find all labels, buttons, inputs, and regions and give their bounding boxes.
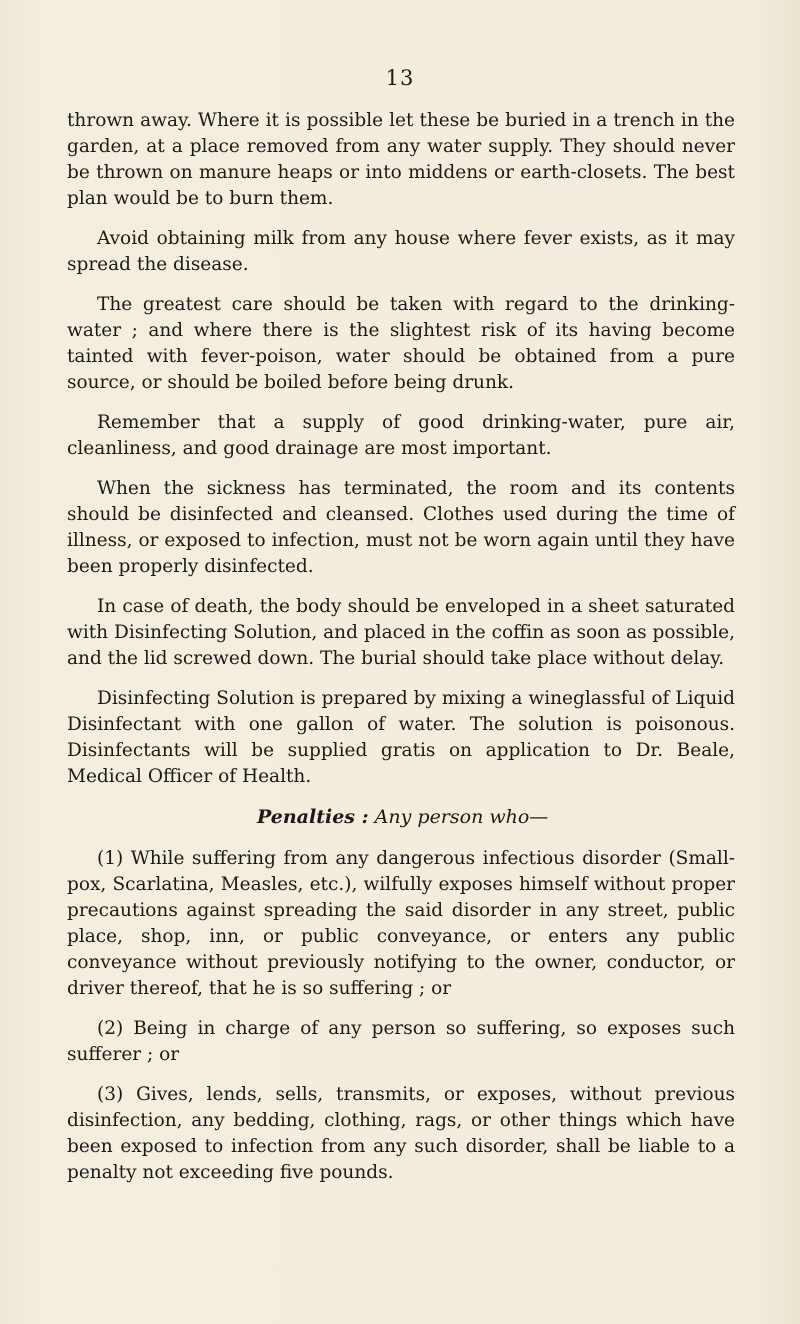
penalties-subject: Any person who— [374,806,549,828]
penalties-label: Penalties : [257,806,369,828]
paragraph-drinking-water: The greatest care should be taken with regard to the drinking-water ; and where there is the slightest risk of its having become tainted with fever-poison, water should be obtained from a pure source, or should be boiled before being drunk. [67,294,735,393]
paragraph-remember: Remember that a supply of good drinking-water, pure air, cleanliness, and good drainage are most important. [67,412,735,459]
penalties-heading [67,804,735,830]
paragraph-disinfection: When the sickness has terminated, the room and its contents should be disinfected and cleansed. Clothes used during the time of illness, or exposed to infection, must not be worn again until they have been properly disinfected. [67,478,735,577]
page-number: 13 [385,66,415,90]
penalty-item-3: (3) Gives, lends, sells, transmits, or exposes, without previous disinfection, any bedding, clothing, rags, or other things which have been exposed to infection from any such disorder, shall be liable to a penalty not exceeding five pounds. [67,1084,735,1183]
penalty-item-1: (1) While suffering from any dangerous infectious disorder (Small-pox, Scarlatina, Measles, etc.), wilfully exposes himself without proper precautions against spreading the said disorder in any street, public place, shop, inn, or public conveyance, or enters any public conveyance without previously notifying to the owner, conductor, or driver thereof, that he is so suffering ; or [67,848,735,999]
paragraph-milk: Avoid obtaining milk from any house where fever exists, as it may spread the disease. [67,228,735,275]
penalty-item-2: (2) Being in charge of any person so suffering, so exposes such sufferer ; or [67,1018,735,1065]
paragraph-death: In case of death, the body should be enveloped in a sheet saturated with Disinfecting Solution, and placed in the coffin as soon as possible, and the lid screwed down. The burial should take place without delay. [67,596,735,669]
document-body [67,108,735,1200]
paragraph-solution: Disinfecting Solution is prepared by mixing a wineglassful of Liquid Disinfectant with one gallon of water. The solution is poisonous. Disinfectants will be supplied gratis on application to Dr. Beale, Medical Officer of Health. [67,688,735,787]
paragraph-disposal: thrown away. Where it is possible let these be buried in a trench in the garden, at a place removed from any water supply. They should never be thrown on manure heaps or into middens or earth-closets. The best plan would be to burn them. [67,110,735,209]
